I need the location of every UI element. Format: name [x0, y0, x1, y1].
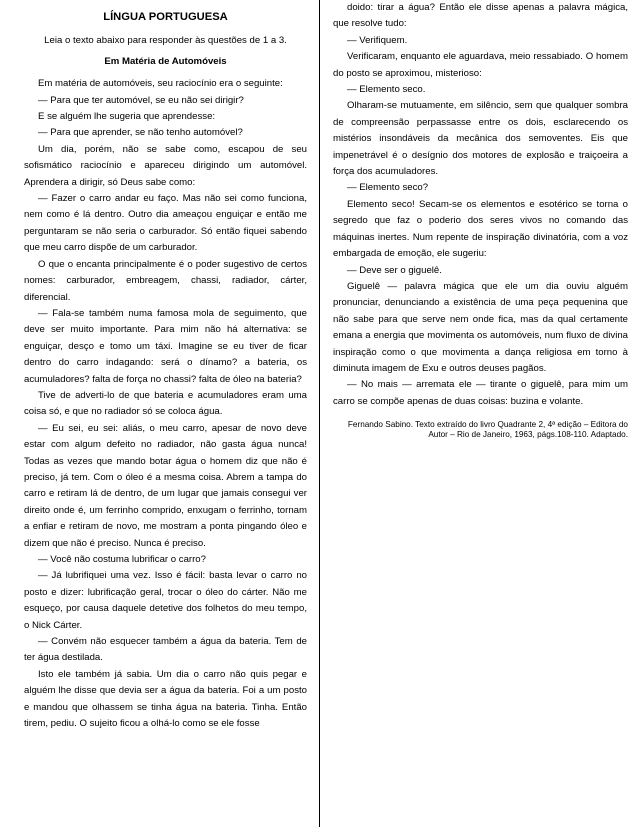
paragraph: — Convém não esquecer também a água da bateria. Tem de ter água destilada.: [24, 636, 307, 664]
source-credit: [333, 420, 628, 440]
credit-line-1: Fernando Sabino. Texto extraído do livro Quadrante 2, 4ª edição – Editora do: [347, 420, 628, 430]
paragraph: O que o encanta principalmente é o poder sugestivo de certos nomes: carburador, embreagem, chassi, radiador, cárter, diferencial.: [24, 258, 307, 303]
paragraph: — Verifiquem.: [347, 34, 408, 46]
paragraph: E se alguém lhe sugeria que aprendesse:: [38, 111, 216, 123]
left-column: [24, 0, 307, 732]
paragraph: Tive de adverti-lo de que bateria e acumuladores eram uma coisa só, e que no radiador só se coloca água.: [24, 389, 307, 418]
paragraph: — Elemento seco.: [347, 84, 426, 96]
paragraph: Isto ele também já sabia. Um dia o carro não quis pegar e alguém lhe disse que devia ser a água da bateria. Foi a um posto e mandou que olhassem se tinha água na bateria. Tinha. Então tirem, pediu. O sujeito ficou a olhá-lo como se ele fosse: [24, 668, 307, 730]
paragraph: Um dia, porém, não se sabe como, escapou de seu sofismático raciocínio e apareceu dirigindo um automóvel. Aprendera a dirigir, só Deus sabe como:: [24, 143, 307, 188]
instruction-text: Leia o texto abaixo para responder às questões de 1 a 3.: [44, 35, 287, 47]
right-paragraphs: [333, 0, 628, 410]
left-paragraphs: [24, 76, 307, 732]
paragraph: — Fazer o carro andar eu faço. Mas não sei como funciona, nem como é lá dentro. Outro dia ameaçou enguiçar e então me perguntaram se não seria o carburador. Só então fiquei sabendo que meu carro dispõe de um carburador.: [24, 193, 307, 254]
paragraph: — Você não costuma lubrificar o carro?: [38, 554, 206, 565]
paragraph: Elemento seco! Secam-se os elementos e esotérico se torna o segredo que faz o poderio dos seres vivos no comando das máquinas inertes. Num repente de inspiração divinatória, com a voz embargada de emoção, ele sugeriu:: [333, 198, 628, 260]
paragraph: — Já lubrifiquei uma vez. Isso é fácil: basta levar o carro no posto e dizer: lubrificação geral, trocar o óleo do cárter. Não me esqueço, por causa daquele detetive dos folhetos do meu tempo, o Nick Cárter.: [24, 570, 307, 631]
section-title: LÍNGUA PORTUGUESA: [103, 11, 228, 23]
paragraph: Olharam-se mutuamente, em silêncio, sem que qualquer sombra de compreensão perpassasse entre os dois, esclarecendo os mistérios insondáveis da mecânica dos semoventes. Eis que impenetrável é o desígnio dos motores de explosão e traiçoeira a força dos acumuladores.: [333, 100, 628, 178]
paragraph: Em matéria de automóveis, seu raciocínio era o seguinte:: [38, 78, 283, 90]
paragraph: — Deve ser o giguelê.: [347, 264, 442, 276]
paragraph: Verificaram, enquanto ele aguardava, meio ressabiado. O homem do posto se aproximou, misterioso:: [333, 51, 628, 79]
paragraph: — Elemento seco?: [347, 182, 429, 194]
right-column: [333, 0, 628, 441]
column-divider: [319, 0, 320, 827]
paragraph: Giguelê — palavra mágica que ele um dia ouviu alguém pronunciar, denunciando a existência de uma peça pequenina que não sabe para que serve nem onde fica, mas da qual certamente emana a energia que movimenta os automóveis, num fluxo de divina inspiração como o que movimenta a dança religiosa em torno à diminuta imagem de Exu e outros deuses pagãos.: [333, 280, 628, 374]
credit-line-2: Autor – Rio de Janeiro, 1963, págs.108-110. Adaptado.: [428, 430, 628, 440]
paragraph: — Eu sei, eu sei: aliás, o meu carro, apesar de novo deve estar com algum defeito no radiador, não gasta água nunca! Todas as vezes que mando botar água o homem diz que não é preciso, já tem. Com o óleo é a mesma coisa. Abrem a tampa do carro e retiram lá de dentro, de um lugar que jamais consegui ver direito onde é, um ferrinho comprido, enxugam o ferrinho, tornam a enfiar e retiram de novo, me mostram a ponta pingando óleo e dizem que não é preciso. Nunca é preciso.: [24, 422, 307, 549]
paragraph: — Fala-se também numa famosa mola de seguimento, que deve ser muito importante. Para mim não há alternativa: se enguiçar, desço e tomo um táxi. Imagine se eu tiver de ficar dentro do carro indagando: será o dínamo? a bateria, os acumuladores? falta de força no chassi? falta de óleo na bateria?: [24, 307, 307, 385]
text-title: Em Matéria de Automóveis: [104, 55, 227, 67]
paragraph: — Para que aprender, se não tenho automóvel?: [38, 127, 243, 139]
paragraph: — No mais — arremata ele — tirante o giguelê, para mim um carro se compõe apenas de duas coisas: buzina e volante.: [333, 379, 628, 407]
paragraph: doido: tirar a água? Então ele disse apenas a palavra mágica, que resolve tudo:: [333, 2, 628, 30]
paragraph: — Para que ter automóvel, se eu não sei dirigir?: [38, 94, 244, 106]
